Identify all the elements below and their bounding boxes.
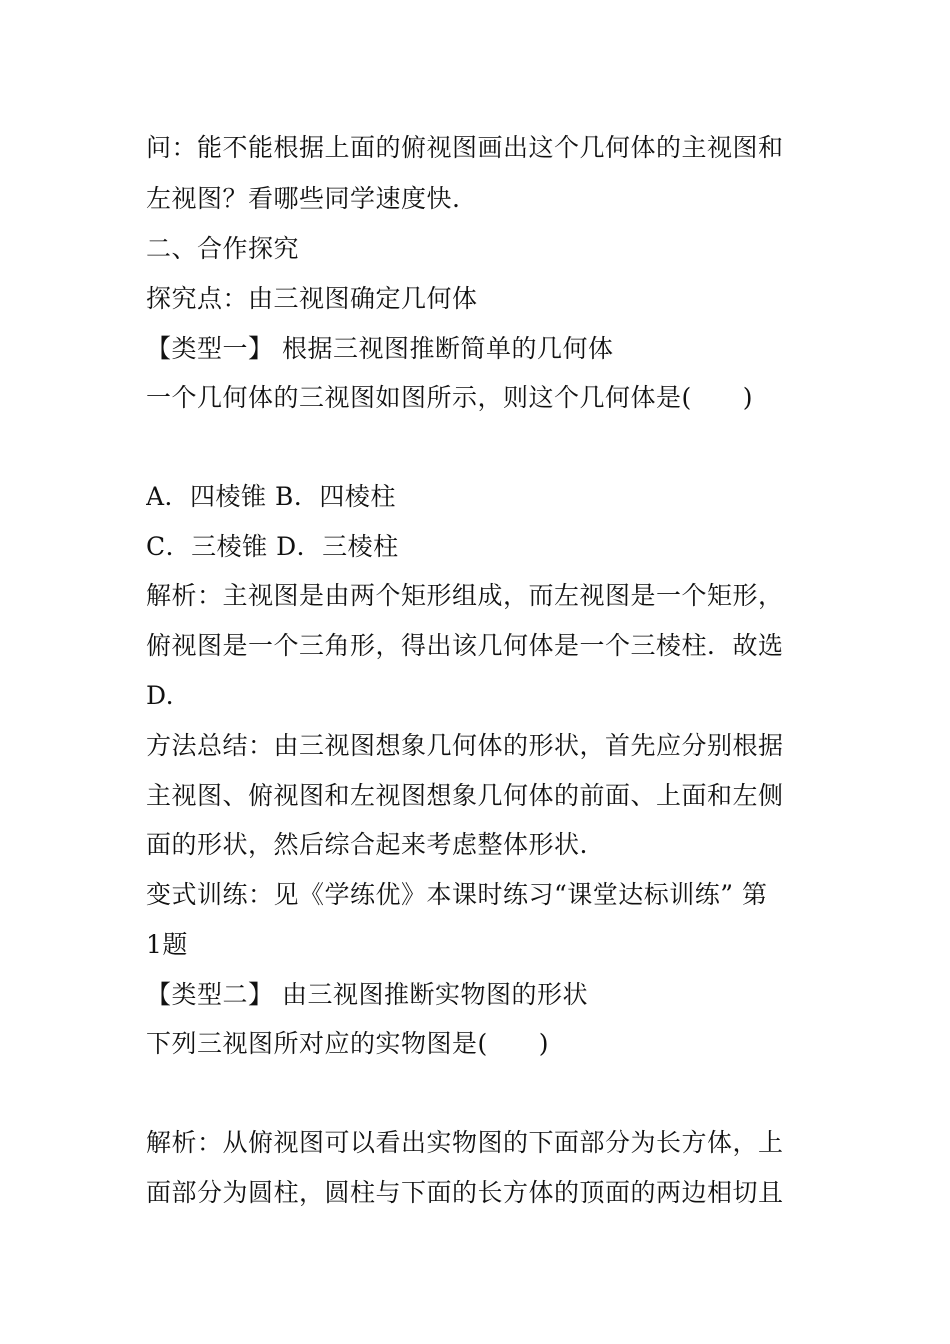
text-line: 左视图？看哪些同学速度快. <box>146 184 461 213</box>
section-heading: 二、合作探究 <box>146 234 300 263</box>
text-line: 解析：从俯视图可以看出实物图的下面部分为长方体，上 <box>146 1128 784 1157</box>
text-line: 探究点：由三视图确定几何体 <box>146 284 478 313</box>
type-heading: 【类型一】 根据三视图推断简单的几何体 <box>146 334 614 363</box>
text-line: 面的形状，然后综合起来考虑整体形状. <box>146 830 588 859</box>
text-line: 方法总结：由三视图想象几何体的形状，首先应分别根据 <box>146 731 784 760</box>
answer-options: C．三棱锥 D．三棱柱 <box>146 532 399 561</box>
text-line: 变式训练：见《学练优》本课时练习“课堂达标训练” 第 <box>146 880 768 909</box>
question-text: 一个几何体的三视图如图所示，则这个几何体是( ) <box>146 383 754 412</box>
text-line: 主视图、俯视图和左视图想象几何体的前面、上面和左侧 <box>146 781 784 810</box>
type-heading: 【类型二】 由三视图推断实物图的形状 <box>146 980 588 1009</box>
text-line: 面部分为圆柱，圆柱与下面的长方体的顶面的两边相切且 <box>146 1178 784 1207</box>
text-line: 问：能不能根据上面的俯视图画出这个几何体的主视图和 <box>146 133 784 162</box>
text-line: 俯视图是一个三角形，得出该几何体是一个三棱柱．故选 <box>146 631 784 660</box>
answer-options: A．四棱锥 B．四棱柱 <box>146 482 396 511</box>
text-line: D. <box>146 681 175 710</box>
text-line: 1题 <box>146 930 188 959</box>
question-text: 下列三视图所对应的实物图是( ) <box>146 1029 550 1058</box>
text-line: 解析：主视图是由两个矩形组成，而左视图是一个矩形， <box>146 581 784 610</box>
